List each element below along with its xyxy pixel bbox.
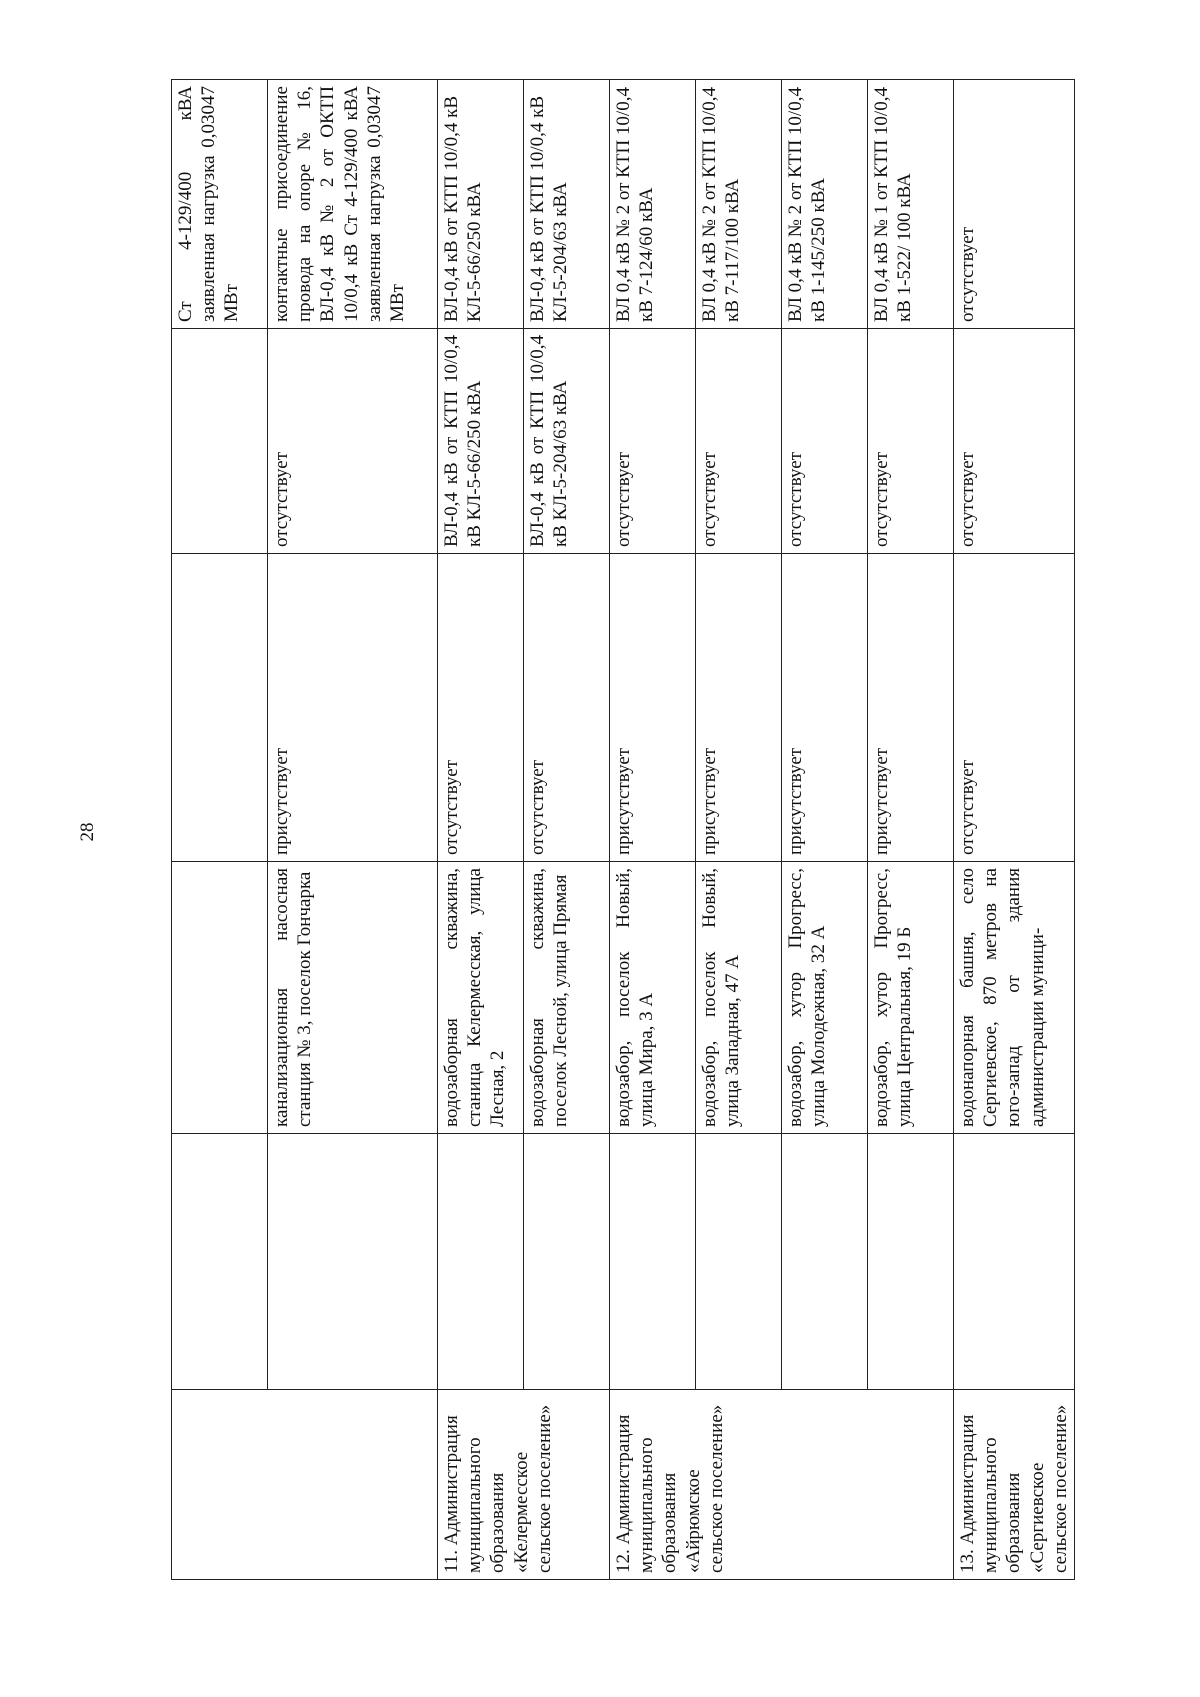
object-cell: водозаборная скважина, поселок Лесной, улица Прямая <box>524 862 610 1134</box>
power-cell: ВЛ 0,4 кВ № 2 от КТП 10/0,4 кВ 1-145/250 кВА <box>782 80 868 329</box>
object-cell: водозабор, хутор Прогресс, улица Молодежная, 32 А <box>782 862 868 1134</box>
empty-cell <box>172 1134 268 1390</box>
table-row <box>696 80 782 1580</box>
org-cell: 13. Администрация муниципального образования «Сергиевское сельское поселение» <box>954 1390 1075 1580</box>
line-cell: ВЛ-0,4 кВ от КТП 10/0,4 кВ КЛ-5-66/250 кВА <box>438 329 524 554</box>
line-cell: отсутствует <box>868 329 954 554</box>
line-cell: отсутствует <box>696 329 782 554</box>
object-cell: водозабор, хутор Прогресс, улица Центральная, 19 Б <box>868 862 954 1134</box>
empty-cell <box>782 1134 868 1390</box>
object-cell: водонапорная башня, село Сергиевское, 870 метров на юго-запад от здания администрации муници- <box>954 862 1075 1134</box>
status-cell: отсутствует <box>954 554 1075 862</box>
status-cell: присутствует <box>782 554 868 862</box>
power-cell: ВЛ 0,4 кВ № 2 от КТП 10/0,4 кВ 7-124/60 кВА <box>610 80 696 329</box>
table-row <box>172 80 268 1580</box>
status-cell: присутствует <box>696 554 782 862</box>
empty-cell <box>610 1134 696 1390</box>
line-cell <box>172 329 268 554</box>
table-row <box>610 80 696 1580</box>
org-cell: 11. Администрация муниципального образования «Келермесское сельское поселение» <box>438 1390 610 1580</box>
table-row <box>782 80 868 1580</box>
power-cell: отсутствует <box>954 80 1075 329</box>
power-cell: ВЛ-0,4 кВ от КТП 10/0,4 кВ КЛ-5-204/63 кВА <box>524 80 610 329</box>
status-cell <box>172 554 268 862</box>
org-cell: 12. Администрация муниципального образования «Айрюмское сельское поселение» <box>610 1390 954 1580</box>
empty-cell <box>696 1134 782 1390</box>
object-cell: водозабор, поселок Новый, улица Западная, 47 А <box>696 862 782 1134</box>
empty-cell <box>868 1134 954 1390</box>
data-table <box>171 79 1075 1580</box>
object-cell: канализационная насосная станция № 3, поселок Гончарка <box>268 862 438 1134</box>
line-cell: отсутствует <box>610 329 696 554</box>
status-cell: присутствует <box>610 554 696 862</box>
table-row <box>868 80 954 1580</box>
table-row <box>268 80 438 1580</box>
page-number: 28 <box>77 822 98 842</box>
table-row <box>954 80 1075 1580</box>
status-cell: отсутствует <box>438 554 524 862</box>
empty-cell <box>438 1134 524 1390</box>
empty-cell <box>268 1134 438 1390</box>
line-cell: ВЛ-0,4 кВ от КТП 10/0,4 кВ КЛ-5-204/63 кВА <box>524 329 610 554</box>
table-row <box>438 80 524 1580</box>
status-cell: отсутствует <box>524 554 610 862</box>
power-cell: ВЛ-0,4 кВ от КТП 10/0,4 кВ КЛ-5-66/250 кВА <box>438 80 524 329</box>
object-cell <box>172 862 268 1134</box>
line-cell: отсутствует <box>782 329 868 554</box>
status-cell: присутствует <box>868 554 954 862</box>
power-cell: ВЛ 0,4 кВ № 1 от КТП 10/0,4 кВ 1-522/ 100 кВА <box>868 80 954 329</box>
status-cell: присутствует <box>268 554 438 862</box>
object-cell: водозабор, поселок Новый, улица Мира, 3 А <box>610 862 696 1134</box>
rotated-table-container <box>171 80 1071 1580</box>
empty-cell <box>524 1134 610 1390</box>
org-cell <box>172 1390 438 1580</box>
object-cell: водозаборная скважина, станица Келермесская, улица Лесная, 2 <box>438 862 524 1134</box>
line-cell: отсутствует <box>954 329 1075 554</box>
table-row <box>524 80 610 1580</box>
power-cell: контактные присоединение провода на опоре № 16, ВЛ-0,4 кВ № 2 от ОКТП 10/0,4 кВ Ст 4-129/400 кВА заявленная нагрузка 0,03047 МВт <box>268 80 438 329</box>
line-cell: отсутствует <box>268 329 438 554</box>
power-cell: Ст 4-129/400 кВА заявленная нагрузка 0,03047 МВт <box>172 80 268 329</box>
empty-cell <box>954 1134 1075 1390</box>
power-cell: ВЛ 0,4 кВ № 2 от КТП 10/0,4 кВ 7-117/100 кВА <box>696 80 782 329</box>
